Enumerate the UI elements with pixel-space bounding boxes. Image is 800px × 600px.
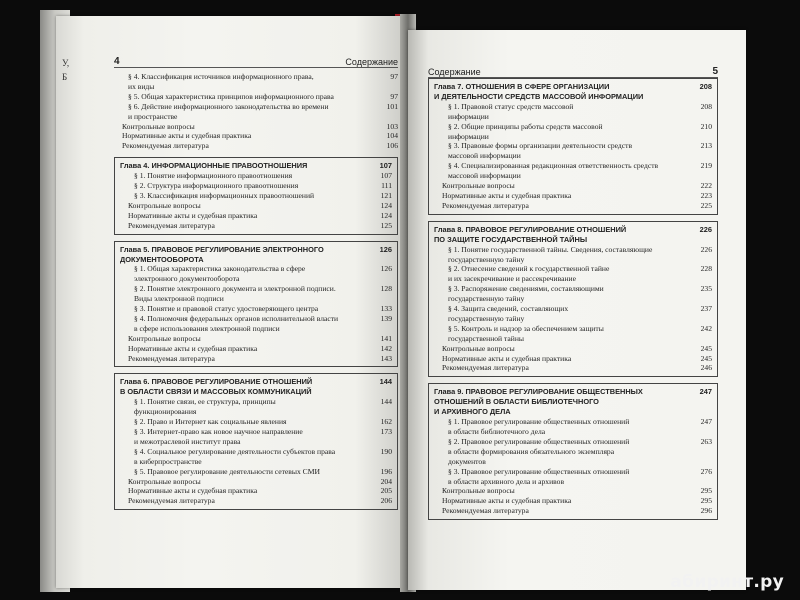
running-title-left: Содержание bbox=[345, 56, 398, 67]
toc-misc-entry bbox=[434, 354, 712, 364]
toc-page-number: 245 bbox=[700, 343, 712, 353]
toc-section-entry bbox=[434, 264, 712, 284]
toc-misc-entry bbox=[120, 201, 392, 211]
toc-misc-entry bbox=[434, 496, 712, 506]
toc-misc-entry bbox=[434, 181, 712, 191]
toc-section-entry bbox=[434, 284, 712, 304]
toc-page-number: 295 bbox=[700, 486, 712, 496]
toc-entry-text: Контрольные вопросы bbox=[122, 121, 195, 131]
toc-misc-entry bbox=[120, 344, 392, 354]
toc-section-entry bbox=[120, 427, 392, 447]
toc-misc-entry bbox=[120, 211, 392, 221]
running-header-left bbox=[114, 56, 398, 68]
toc-page-number: 247 bbox=[700, 417, 712, 427]
toc-entry-text: § 1. Понятие государственной тайны. Сведения, составляющие государственную тайну bbox=[448, 244, 653, 264]
toc-entry-text: Рекомендуемая литература bbox=[442, 363, 529, 373]
chapter-box bbox=[428, 383, 718, 520]
toc-page-number: 125 bbox=[380, 220, 392, 230]
chapter-title bbox=[120, 245, 392, 265]
toc-misc-entry bbox=[120, 486, 392, 496]
toc-entry-text: § 2. Отнесение сведений к государственной тайне и их засекречивание и рассекречивание bbox=[448, 264, 610, 284]
toc-section-entry bbox=[434, 141, 712, 161]
toc-page-number: 210 bbox=[700, 121, 712, 131]
toc-entry-text: § 6. Действие информационного законодательства во времени и пространстве bbox=[128, 101, 329, 121]
toc-page-number: 223 bbox=[700, 190, 712, 200]
toc-page-number: 103 bbox=[386, 121, 398, 131]
toc-entry-text: § 2. Понятие электронного документа и электронной подписи. Виды электронной подписи bbox=[134, 284, 336, 304]
toc-page-number: 206 bbox=[380, 496, 392, 506]
toc-section-entry bbox=[434, 417, 712, 437]
toc-section-entry bbox=[434, 467, 712, 487]
toc-entry-text: Нормативные акты и судебная практика bbox=[442, 496, 572, 506]
toc-page-number: 246 bbox=[700, 363, 712, 373]
toc-section-entry bbox=[434, 245, 712, 265]
toc-entry-text: § 3. Классификация информационных правоотношений bbox=[134, 190, 315, 200]
toc-page-number: 126 bbox=[380, 264, 392, 274]
toc-misc-entry bbox=[114, 141, 398, 151]
toc-entry-text: § 4. Специализированная редакционная ответственность средств массовой информации bbox=[448, 161, 659, 181]
toc-page-number: 141 bbox=[380, 333, 392, 343]
chapter-box bbox=[114, 373, 398, 510]
toc-section-entry bbox=[114, 92, 398, 102]
toc-page-number: 97 bbox=[390, 91, 398, 101]
toc-section-entry bbox=[114, 72, 398, 92]
toc-page-number: 111 bbox=[381, 181, 392, 191]
toc-entry-text: Рекомендуемая литература bbox=[122, 141, 209, 151]
toc-page-number: 204 bbox=[380, 476, 392, 486]
toc-misc-entry bbox=[120, 496, 392, 506]
toc-page-number: 222 bbox=[700, 181, 712, 191]
toc-misc-entry bbox=[434, 363, 712, 373]
chapter-box bbox=[428, 221, 718, 378]
toc-entry-text: § 2. Структура информационного правоотношения bbox=[134, 181, 299, 191]
toc-entry-text: Рекомендуемая литература bbox=[442, 200, 529, 210]
toc-entry-text: Глава 8. ПРАВОВОЕ РЕГУЛИРОВАНИЕ ОТНОШЕНИЙ ПО ЗАЩИТЕ ГОСУДАРСТВЕННОЙ ТАЙНЫ bbox=[434, 224, 627, 244]
page-number-left: 4 bbox=[114, 56, 120, 67]
toc-misc-entry bbox=[120, 354, 392, 364]
toc-misc-entry bbox=[114, 122, 398, 132]
watermark-text: абиринт.ру bbox=[670, 572, 784, 592]
toc-section-entry bbox=[120, 181, 392, 191]
toc-page-number: 124 bbox=[380, 210, 392, 220]
toc-page-number: 235 bbox=[700, 284, 712, 294]
toc-page-number: 143 bbox=[380, 353, 392, 363]
toc-page-number: 247 bbox=[699, 387, 712, 397]
toc-section-entry bbox=[120, 264, 392, 284]
toc-entry-text: § 4. Защита сведений, составляющих государственную тайну bbox=[448, 304, 569, 323]
toc-entry-text: § 3. Правовые формы организации деятельности средств массовой информации bbox=[448, 141, 633, 161]
toc-entry-text: § 1. Правовое регулирование общественных отношений в области библиотечного дела bbox=[448, 417, 630, 436]
toc-page-number: 104 bbox=[386, 131, 398, 141]
running-header-right bbox=[428, 66, 718, 78]
toc-misc-entry bbox=[434, 344, 712, 354]
toc-section-entry bbox=[120, 417, 392, 427]
toc-entry-text: § 2. Правовое регулирование общественных отношений в области формирования обязательного экземпляра документов bbox=[448, 436, 630, 466]
toc-section-entry bbox=[434, 102, 712, 122]
toc-page-number: 237 bbox=[700, 304, 712, 314]
toc-page-number: 107 bbox=[380, 171, 392, 181]
toc-entry-text: Глава 6. ПРАВОВОЕ РЕГУЛИРОВАНИЕ ОТНОШЕНИЙ В ОБЛАСТИ СВЯЗИ И МАССОВЫХ КОММУНИКАЦИЙ bbox=[120, 377, 313, 397]
toc-section-entry bbox=[120, 467, 392, 477]
toc-misc-entry bbox=[434, 486, 712, 496]
toc-page-number: 263 bbox=[700, 436, 712, 446]
toc-entry-text: Нормативные акты и судебная практика bbox=[128, 486, 258, 496]
toc-entry-text: Рекомендуемая литература bbox=[128, 220, 215, 230]
toc-entry-text: § 3. Правовое регулирование общественных отношений в области архивного дела и архивов bbox=[448, 466, 630, 486]
toc-page-number: 162 bbox=[380, 417, 392, 427]
toc-page-number: 144 bbox=[379, 377, 392, 387]
toc-entry-text: § 5. Контроль и надзор за обеспечением защиты государственной тайны bbox=[448, 323, 604, 343]
toc-page-number: 97 bbox=[390, 72, 398, 81]
toc-page-number: 139 bbox=[380, 313, 392, 323]
toc-page-number: 142 bbox=[380, 343, 392, 353]
toc-entry-text: § 1. Понятие информационного правоотношения bbox=[134, 171, 293, 181]
toc-entry-text: Контрольные вопросы bbox=[128, 200, 201, 210]
toc-page-number: 190 bbox=[380, 446, 392, 456]
toc-entry-text: Нормативные акты и судебная практика bbox=[442, 190, 572, 200]
toc-page-number: 101 bbox=[386, 101, 398, 111]
chapter-title bbox=[120, 377, 392, 397]
toc-page-number: 228 bbox=[700, 264, 712, 274]
chapter-continuation bbox=[114, 72, 398, 151]
chapter-box bbox=[114, 241, 398, 368]
toc-page-number: 226 bbox=[699, 224, 712, 234]
toc-entry-text: § 3. Понятие и правовой статус удостоверяющего центра bbox=[134, 304, 319, 314]
toc-misc-entry bbox=[434, 506, 712, 516]
toc-entry-text: Рекомендуемая литература bbox=[128, 353, 215, 363]
toc-entry-text: § 2. Общие принципы работы средств массовой информации bbox=[448, 121, 603, 141]
chapter-title bbox=[434, 82, 712, 102]
toc-misc-entry bbox=[114, 131, 398, 141]
toc-section-entry bbox=[120, 171, 392, 181]
toc-entry-text: § 2. Право и Интернет как социальные явления bbox=[134, 417, 287, 427]
chapter-title bbox=[434, 225, 712, 245]
chapter-box bbox=[114, 157, 398, 234]
running-title-right: Содержание bbox=[428, 66, 481, 77]
toc-section-entry bbox=[120, 397, 392, 417]
cut-text-left-1: У, bbox=[62, 58, 70, 68]
toc-page-number: 219 bbox=[700, 161, 712, 171]
toc-page-number: 133 bbox=[380, 304, 392, 314]
toc-entry-text: § 4. Полномочия федеральных органов исполнительной власти в сфере использования электронной подписи bbox=[134, 313, 339, 333]
toc-entry-text: Нормативные акты и судебная практика bbox=[128, 210, 258, 220]
toc-page-number: 296 bbox=[700, 506, 712, 516]
toc-entry-text: Рекомендуемая литература bbox=[128, 496, 215, 506]
toc-entry-text: § 1. Правовой статус средств массовой информации bbox=[448, 101, 574, 121]
toc-page-number: 121 bbox=[380, 190, 392, 200]
left-page bbox=[56, 16, 408, 588]
toc-section-entry bbox=[434, 304, 712, 324]
toc-section-entry bbox=[120, 284, 392, 304]
toc-entry-text: Рекомендуемая литература bbox=[442, 506, 529, 516]
toc-right bbox=[428, 78, 718, 526]
toc-entry-text: Контрольные вопросы bbox=[442, 343, 515, 353]
toc-entry-text: Глава 9. ПРАВОВОЕ РЕГУЛИРОВАНИЕ ОБЩЕСТВЕННЫХ ОТНОШЕНИЙ В ОБЛАСТИ БИБЛИОТЕЧНОГО И АРХИВНОГО ДЕЛА bbox=[434, 387, 643, 417]
toc-entry-text: § 4. Социальное регулирование деятельности субъектов права в киберпространстве bbox=[134, 446, 336, 466]
toc-misc-entry bbox=[434, 201, 712, 211]
toc-misc-entry bbox=[120, 221, 392, 231]
toc-entry-text: § 3. Интернет-право как новое научное направление и межотраслевой институт права bbox=[134, 427, 303, 446]
toc-section-entry bbox=[434, 324, 712, 344]
toc-page-number: 225 bbox=[700, 200, 712, 210]
chapter-box bbox=[428, 78, 718, 215]
toc-entry-text: § 1. Понятие связи, ее структура, принципы функционирования bbox=[134, 397, 276, 417]
toc-page-number: 196 bbox=[380, 466, 392, 476]
toc-page-number: 106 bbox=[386, 141, 398, 151]
toc-entry-text: § 3. Распоряжение сведениями, составляющими государственную тайну bbox=[448, 284, 604, 304]
toc-page-number: 213 bbox=[700, 141, 712, 151]
toc-entry-text: Глава 4. ИНФОРМАЦИОННЫЕ ПРАВООТНОШЕНИЯ bbox=[120, 161, 308, 171]
toc-section-entry bbox=[434, 122, 712, 142]
toc-page-number: 144 bbox=[380, 397, 392, 407]
toc-page-number: 295 bbox=[700, 496, 712, 506]
toc-entry-text: Контрольные вопросы bbox=[128, 333, 201, 343]
toc-section-entry bbox=[434, 161, 712, 181]
toc-section-entry bbox=[120, 314, 392, 334]
toc-misc-entry bbox=[120, 334, 392, 344]
toc-entry-text: Контрольные вопросы bbox=[128, 476, 201, 486]
toc-page-number: 128 bbox=[380, 284, 392, 294]
toc-misc-entry bbox=[120, 477, 392, 487]
toc-page-number: 173 bbox=[380, 427, 392, 436]
toc-entry-text: § 1. Общая характеристика законодательства в сфере электронного документооборота bbox=[134, 264, 306, 284]
toc-page-number: 276 bbox=[700, 466, 712, 476]
toc-entry-text: § 5. Правовое регулирование деятельности сетевых СМИ bbox=[134, 466, 320, 476]
toc-page-number: 126 bbox=[379, 244, 392, 254]
toc-page-number: 205 bbox=[380, 486, 392, 496]
toc-entry-text: Глава 7. ОТНОШЕНИЯ В СФЕРЕ ОРГАНИЗАЦИИ И ДЕЯТЕЛЬНОСТИ СРЕДСТВ МАССОВОЙ ИНФОРМАЦИИ bbox=[434, 82, 644, 101]
toc-left bbox=[114, 72, 398, 516]
chapter-title bbox=[434, 387, 712, 417]
toc-page-number: 208 bbox=[700, 101, 712, 111]
toc-page-number: 208 bbox=[699, 82, 712, 91]
toc-entry-text: Контрольные вопросы bbox=[442, 486, 515, 496]
toc-entry-text: Контрольные вопросы bbox=[442, 181, 515, 191]
toc-section-entry bbox=[114, 102, 398, 122]
chapter-title bbox=[120, 161, 392, 171]
toc-misc-entry bbox=[434, 191, 712, 201]
toc-section-entry bbox=[120, 447, 392, 467]
toc-entry-text: Нормативные акты и судебная практика bbox=[442, 353, 572, 363]
toc-entry-text: Нормативные акты и судебная практика bbox=[128, 343, 258, 353]
page-number-right: 5 bbox=[712, 66, 718, 77]
toc-entry-text: Глава 5. ПРАВОВОЕ РЕГУЛИРОВАНИЕ ЭЛЕКТРОННОГО ДОКУМЕНТООБОРОТА bbox=[120, 244, 324, 264]
cut-text-left-2: Б bbox=[62, 72, 68, 82]
toc-section-entry bbox=[120, 304, 392, 314]
toc-entry-text: § 4. Классификация источников информационного права, их виды bbox=[128, 72, 314, 91]
toc-page-number: 242 bbox=[700, 323, 712, 333]
toc-page-number: 226 bbox=[700, 244, 712, 254]
toc-page-number: 245 bbox=[700, 353, 712, 363]
toc-entry-text: § 5. Общая характеристика принципов информационного права bbox=[128, 91, 334, 101]
toc-page-number: 124 bbox=[380, 200, 392, 210]
toc-page-number: 107 bbox=[379, 161, 392, 171]
toc-section-entry bbox=[120, 191, 392, 201]
right-page bbox=[408, 30, 746, 590]
toc-entry-text: Нормативные акты и судебная практика bbox=[122, 131, 252, 141]
toc-section-entry bbox=[434, 437, 712, 467]
